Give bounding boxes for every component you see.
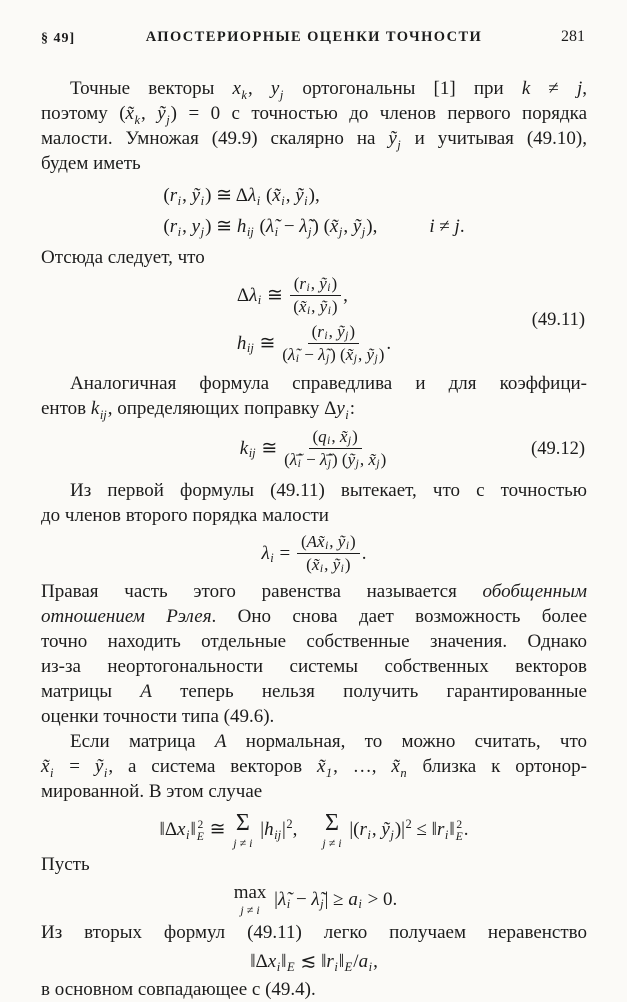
numerator: ( A x̃ i , ỹ i ) [297, 532, 360, 554]
text-line [41, 920, 587, 945]
math-text: ) [380, 450, 387, 469]
math-var: λ̃ [277, 888, 287, 910]
math-var: λ̃̄ [289, 450, 298, 469]
math-text: , [141, 103, 158, 124]
math-text: ) [331, 297, 338, 316]
math-var: k [239, 437, 249, 459]
math-var: r [436, 819, 445, 840]
math-var: ỹ [366, 345, 375, 364]
math-var: λ̃ [311, 888, 320, 910]
math-var: a [348, 888, 358, 910]
math-text: ) ( [330, 345, 346, 364]
subscript: i [345, 407, 349, 422]
math-text: ), [308, 185, 320, 206]
math-var: x̃ [345, 345, 354, 364]
math-text: |( [344, 819, 360, 840]
math-var: a [358, 951, 369, 972]
math-text: поэтому ( [41, 103, 126, 124]
math-text: Правая часть этого равенства называется [41, 581, 483, 602]
equation [41, 949, 587, 975]
math-text: Из первой формулы (49.11) вытекает, что с точностью [70, 480, 587, 501]
math-text: ( [282, 345, 288, 364]
math-var: r [299, 274, 306, 293]
math-text: ( [300, 532, 307, 551]
math-text: ( [293, 274, 300, 293]
math-text: − [301, 450, 320, 469]
math-text: в основном совпадающее с (49.4). [41, 979, 316, 1000]
under-stack [322, 811, 341, 849]
equation-number: (49.12) [531, 438, 585, 459]
math-var: k [521, 78, 531, 99]
math-var: r [169, 216, 178, 237]
math-text: , [343, 216, 353, 237]
math-text: ентов [41, 398, 91, 419]
math-var: j [454, 216, 460, 237]
math-text: ≲ ‖ [295, 951, 327, 972]
math-var: x̃ [329, 216, 339, 237]
math-text: ) ≅ [205, 216, 237, 237]
math-text: | [255, 819, 265, 840]
math-var: q [318, 427, 327, 446]
sup: 2 [197, 818, 204, 831]
math-var: j [576, 78, 583, 99]
text-line [41, 679, 587, 704]
math-text: оценки точности типа (49.6). [41, 706, 275, 727]
equation-lines [240, 427, 388, 470]
paragraph [41, 920, 587, 945]
math-var: ỹ [381, 819, 390, 840]
math-text: , [182, 216, 192, 237]
denominator: ( x̃ i , ỹ i ) [293, 297, 338, 317]
equation [41, 883, 587, 916]
operator: max [233, 882, 267, 903]
math-var: r [169, 185, 178, 206]
math-text: Из вторых формул (49.11) легко получаем неравенство [41, 922, 587, 943]
math-text: ( [306, 555, 312, 574]
text-line [41, 101, 587, 126]
math-text: | [282, 819, 286, 840]
math-text: ), [366, 216, 378, 237]
math-text: − [299, 345, 319, 364]
equation [41, 532, 587, 575]
math-var: x [177, 819, 186, 840]
math-text: − [291, 888, 312, 910]
math-var: x̃ [125, 103, 134, 124]
math-text: , [247, 78, 271, 99]
math-text: ( [254, 216, 266, 237]
math-text: нормальная, то можно считать, что [226, 731, 587, 752]
math-text: ортогональны [1] при [284, 78, 522, 99]
fraction [290, 274, 341, 317]
page-body [41, 76, 587, 1002]
equation-line: Δ λ i ≅ ( r i , ỹ i ) ( x̃ i , ỹ i ) , [236, 274, 348, 317]
math-text: ) ≅ Δ [205, 185, 248, 206]
equation [41, 811, 587, 849]
math-var: обобщенным [482, 581, 587, 602]
math-text: ≅ [204, 819, 231, 840]
math-var: h [264, 819, 274, 840]
math-var: x [267, 951, 277, 972]
math-var: λ̃ [299, 216, 308, 237]
subscript: k [134, 112, 141, 127]
under-stack [234, 883, 267, 916]
math-text: ( [163, 216, 170, 237]
running-title: АПОСТЕРИОРНЫЕ ОЦЕНКИ ТОЧНОСТИ [145, 29, 483, 45]
math-text: | [269, 888, 278, 910]
math-var: x̃ [368, 450, 376, 469]
math-text: > 0. [362, 888, 398, 910]
math-var: ỹ [157, 103, 166, 124]
text-line [41, 151, 587, 176]
math-var: λ [247, 185, 257, 206]
under-stack [233, 811, 252, 849]
math-text: из-за неортогональности системы собственных векторов [41, 656, 587, 677]
math-text: = [274, 542, 295, 564]
math-text: ≤ ‖ [411, 819, 437, 840]
math-text: малости. Умножая (49.9) скалярно на [41, 128, 389, 149]
math-text: , [359, 450, 369, 469]
sup: 2 [456, 818, 463, 831]
text-line [41, 779, 587, 804]
fraction [297, 532, 360, 575]
math-text: , [310, 274, 320, 293]
math-var: ỹ [191, 185, 201, 206]
math-var: отношением Рэлея [41, 606, 212, 627]
math-text: ) ( [331, 450, 348, 469]
sup-sub-stack [456, 819, 463, 843]
math-text: ( [261, 185, 273, 206]
math-text: точно находить отдельные собственные значения. Однако [41, 631, 587, 652]
math-var: h [236, 216, 247, 237]
math-var: λ̃ [265, 216, 275, 237]
equation-lines [231, 883, 398, 916]
math-text: ) = 0 с точностью до членов первого порядка [170, 103, 588, 124]
math-text: . [459, 216, 465, 237]
math-var: r [326, 951, 334, 972]
math-text: ≠ [530, 78, 577, 99]
subscript: j [397, 137, 401, 152]
subscript: j [279, 87, 284, 102]
math-text: теперь нельзя получить гарантированные [151, 681, 587, 702]
text-line [41, 245, 587, 270]
limits: j ≠ i [240, 903, 260, 917]
math-var: x̃ [339, 427, 348, 446]
math-text: , [371, 819, 382, 840]
math-var: r [317, 322, 324, 341]
text-line [41, 729, 587, 754]
paragraph [41, 729, 587, 804]
math-text: ) ( [312, 216, 330, 237]
text-line [41, 977, 587, 1002]
math-var: A [214, 731, 227, 752]
text-line [41, 579, 587, 604]
equation-line: ( r i , y j ) ≅ h ij ( λ̃ i − λ̃ j ) ( x̃ j , ỹ j ), i ≠ j . [163, 216, 465, 239]
math-text: ‖ [449, 819, 455, 840]
fraction [284, 427, 386, 470]
equation-line: ‖Δ x i ‖ E ≲ ‖ r i ‖ E / a i , [250, 951, 378, 974]
paragraph [41, 977, 587, 1002]
math-text: будем иметь [41, 153, 141, 174]
equation [41, 183, 587, 240]
math-var: ỹ [337, 322, 345, 341]
math-text: Точные векторы [70, 78, 233, 99]
math-text: ( [163, 185, 170, 206]
math-var: i [429, 216, 435, 237]
math-text: | ≥ [324, 888, 349, 910]
math-text: : [349, 398, 356, 419]
equation-line: max j ≠ i | λ̃ i − λ̃ j | ≥ a i > 0. [233, 882, 398, 917]
math-text: = [54, 756, 95, 777]
equation [41, 274, 587, 365]
math-text: матрицы [41, 681, 141, 702]
math-text: ) [344, 555, 351, 574]
math-var: r [359, 819, 367, 840]
denominator: ( λ̃̄ i − λ̃̄ j ) ( ỹ j , x̃ j ) [284, 450, 387, 470]
math-text: , [582, 78, 588, 99]
math-var: y [270, 78, 280, 99]
subscript: 1 [325, 765, 333, 780]
text-line [41, 478, 587, 503]
math-var: x [232, 78, 241, 99]
limits: j ≠ i [233, 836, 253, 850]
subscript: ij [99, 407, 107, 422]
equation-line: h ij ≅ ( r i , ỹ j ) ( λ̃ i − λ̃ j ) ( x̃ j , ỹ j ) . [236, 322, 392, 365]
math-text: ) [378, 345, 385, 364]
math-text: ‖Δ [250, 951, 268, 972]
math-var: y [191, 216, 201, 237]
math-var: λ [261, 542, 270, 564]
sup-sub-stack [197, 819, 204, 843]
denominator: ( λ̃ i − λ̃ j ) ( x̃ j , ỹ j ) [282, 345, 385, 365]
math-var: ỹ [319, 297, 328, 316]
numerator: ( r i , ỹ i ) [290, 274, 341, 296]
math-text: ≅ [262, 284, 288, 306]
math-text: мированной. В этом случае [41, 781, 263, 802]
math-var: x̃ [317, 532, 325, 551]
equation-line: λ i = ( A x̃ i , ỹ i ) ( x̃ i , ỹ i ) . [261, 532, 367, 575]
math-var: λ̃ [318, 345, 326, 364]
subscript: n [400, 765, 407, 780]
math-text: )| [394, 819, 405, 840]
math-text: Δ [236, 284, 250, 306]
numerator: ( q i , x̃ j ) [309, 427, 362, 449]
math-text: ) [331, 274, 338, 293]
math-text: ( [311, 322, 318, 341]
math-text: . Оно снова дает возможность более [211, 606, 588, 627]
subscript: i [103, 765, 108, 780]
math-var: x̃ [391, 756, 400, 777]
math-text: и учитывая (49.10), [401, 128, 587, 149]
text-line [41, 396, 587, 421]
math-text: Аналогичная формула справедлива и для коэффици- [70, 373, 587, 394]
math-var: x̃ [311, 555, 320, 574]
math-var: ỹ [94, 756, 104, 777]
text-line [41, 503, 587, 528]
math-text: , [285, 185, 296, 206]
math-text: ≅ [256, 437, 283, 459]
math-text: , [328, 322, 338, 341]
page-number: 281 [561, 28, 585, 45]
math-var: x̃ [298, 297, 307, 316]
math-text: , а система векторов [108, 756, 317, 777]
paragraph [41, 478, 587, 528]
math-text: ( [284, 450, 290, 469]
math-text: − [279, 216, 300, 237]
operator: Σ [325, 810, 339, 836]
paragraph [41, 371, 587, 421]
math-var: λ̃̄ [319, 450, 328, 469]
equation-lines [237, 274, 391, 365]
math-text: , [324, 555, 333, 574]
math-text: , [331, 427, 340, 446]
equation-lines [250, 949, 378, 975]
limits: j ≠ i [322, 836, 342, 850]
text-line [41, 852, 587, 877]
sub: E [196, 831, 204, 843]
math-text: ‖ [338, 951, 345, 972]
operator: Σ [235, 810, 250, 836]
math-text: . [386, 332, 392, 354]
math-text: до членов второго порядка малости [41, 505, 329, 526]
math-text: , [329, 532, 338, 551]
text-line [41, 76, 587, 101]
equation-line: ‖Δ x i ‖ 2 E ≅ Σ j ≠ i | h ij | 2 , Σ j ≠ i |( r i , ỹ j )| 2 ≤ ‖ r i ‖ 2 E . [159, 810, 469, 850]
math-var: ỹ [388, 128, 397, 149]
math-text: , [311, 297, 320, 316]
paragraph [41, 245, 587, 270]
math-var: x̃ [316, 756, 326, 777]
equation [41, 427, 587, 470]
subscript: j [166, 112, 170, 127]
math-var: λ [249, 284, 258, 306]
text-line [41, 754, 587, 779]
math-var: A [306, 532, 318, 551]
math-text: ) [350, 532, 356, 551]
math-text: Пусть [41, 854, 90, 875]
numerator: ( r i , ỹ j ) [308, 322, 359, 344]
text-line [41, 126, 587, 151]
page-header [41, 28, 587, 52]
math-var: x̃ [41, 756, 50, 777]
subscript: k [241, 87, 247, 102]
math-text: ) [349, 322, 356, 341]
text-line [41, 604, 587, 629]
math-text: ( [293, 297, 299, 316]
math-text: , [373, 951, 378, 972]
section-marker: § 49] [41, 31, 76, 46]
math-text: , [292, 819, 298, 840]
equation-line: k ij ≅ ( q i , x̃ j ) ( λ̃̄ i − λ̃̄ j ) ( ỹ j , x̃ j ) [239, 427, 387, 470]
math-text: , …, [333, 756, 392, 777]
math-var: h [236, 332, 247, 354]
equation-lines [163, 183, 464, 240]
math-text: ‖Δ [159, 819, 178, 840]
math-text: ≠ [434, 216, 455, 237]
math-var: ỹ [352, 216, 362, 237]
text-line [41, 654, 587, 679]
math-text: , [343, 284, 348, 306]
math-text: ) [352, 427, 358, 446]
math-var: A [140, 681, 152, 702]
math-text: близка к ортонор- [407, 756, 588, 777]
math-var: ỹ [332, 555, 341, 574]
equation-lines [262, 532, 367, 575]
math-var: ỹ [295, 185, 304, 206]
math-text: / [353, 951, 359, 972]
math-text: Если матрица [70, 731, 215, 752]
math-text: . [361, 542, 367, 564]
paragraph [41, 579, 587, 729]
paragraph [41, 852, 587, 877]
math-var: y [336, 398, 345, 419]
math-var: λ̃ [287, 345, 296, 364]
math-text: Отсюда следует, что [41, 247, 205, 268]
math-var: x̃ [272, 185, 281, 206]
equation-lines [159, 811, 468, 849]
math-text: , [357, 345, 367, 364]
math-var: ỹ [347, 450, 356, 469]
subscript: i [49, 765, 54, 780]
math-text: . [463, 819, 469, 840]
math-var: ỹ [337, 532, 346, 551]
text-line [41, 704, 587, 729]
paragraph [41, 76, 587, 176]
sub: E [455, 831, 463, 843]
text-line [41, 629, 587, 654]
text-line [41, 371, 587, 396]
denominator: ( x̃ i , ỹ i ) [306, 555, 351, 575]
equation-number: (49.11) [531, 309, 585, 330]
math-var: ỹ [319, 274, 327, 293]
math-text: ( [312, 427, 319, 446]
math-text: , определяющих поправку Δ [107, 398, 337, 419]
math-text: , [182, 185, 192, 206]
math-text: ‖ [190, 819, 196, 840]
math-var: k [90, 398, 100, 419]
fraction [282, 322, 384, 365]
math-text: ≅ [254, 332, 281, 354]
math-text: ‖ [281, 951, 287, 972]
equation-line: ( r i , ỹ i ) ≅ Δ λ i ( x̃ i , ỹ i ), [163, 185, 320, 208]
